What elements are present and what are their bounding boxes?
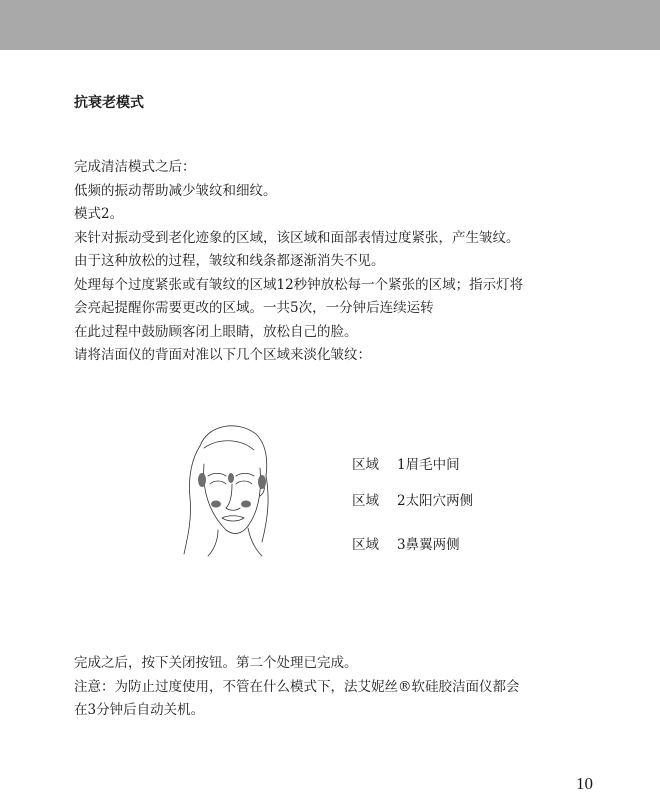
zone-label: 区域: [352, 457, 379, 473]
text-line: 在3分钟后自动关机。: [74, 702, 205, 718]
zone-mark-brow: [228, 473, 234, 483]
text-line: 在此过程中鼓励顾客闭上眼睛，放松自己的脸。: [74, 323, 358, 340]
zone-item-1: [352, 453, 460, 473]
zone-item-2: [352, 489, 473, 509]
header-bar: [0, 0, 660, 50]
text-line: 完成清洁模式之后：: [74, 159, 196, 175]
face-illustration: [178, 418, 278, 558]
text-line: 模式2。: [74, 206, 124, 222]
text-line: 请将洁面仪的背面对准以下几个区域来淡化皱纹：: [74, 347, 371, 363]
text-line: 完成之后，按下关闭按钮。第二个处理已完成。: [74, 655, 358, 671]
zone-mark-temple-left: [198, 473, 206, 487]
zone-mark-temple-right: [258, 475, 266, 489]
text-line: 会亮起提醒你需要更改的区域。一共5次，一分钟后连续运转: [74, 300, 434, 316]
zone-text: 2太阳穴两侧: [397, 493, 474, 509]
text-line: 由于这种放松的过程，皱纹和线条都逐渐消失不见。: [74, 253, 385, 269]
text-line: 低频的振动帮助减少皱纹和细纹。: [74, 182, 277, 199]
zone-mark-nose-right: [241, 501, 251, 508]
zone-label: 区域: [352, 493, 379, 509]
zone-text: 3鼻翼两侧: [397, 537, 460, 553]
outro-paragraph: [74, 652, 594, 723]
intro-paragraph: [74, 156, 594, 368]
zone-label: 区域: [352, 537, 379, 553]
zone-item-3: [352, 533, 460, 553]
text-line: 处理每个过度紧张或有皱纹的区域12秒钟放松每一个紧张的区域；指示灯将: [74, 276, 524, 293]
zone-text: 1眉毛中间: [397, 457, 460, 473]
zone-mark-nose-left: [211, 501, 221, 508]
page-number: 10: [576, 774, 593, 793]
text-line: 注意：为防止过度使用，不管在什么模式下，法艾妮丝®软硅胶洁面仪都会: [74, 678, 520, 695]
section-title: 抗衰老模式: [74, 95, 144, 111]
text-line: 来针对振动受到老化迹象的区域，该区域和面部表情过度紧张，产生皱纹。: [74, 229, 520, 246]
